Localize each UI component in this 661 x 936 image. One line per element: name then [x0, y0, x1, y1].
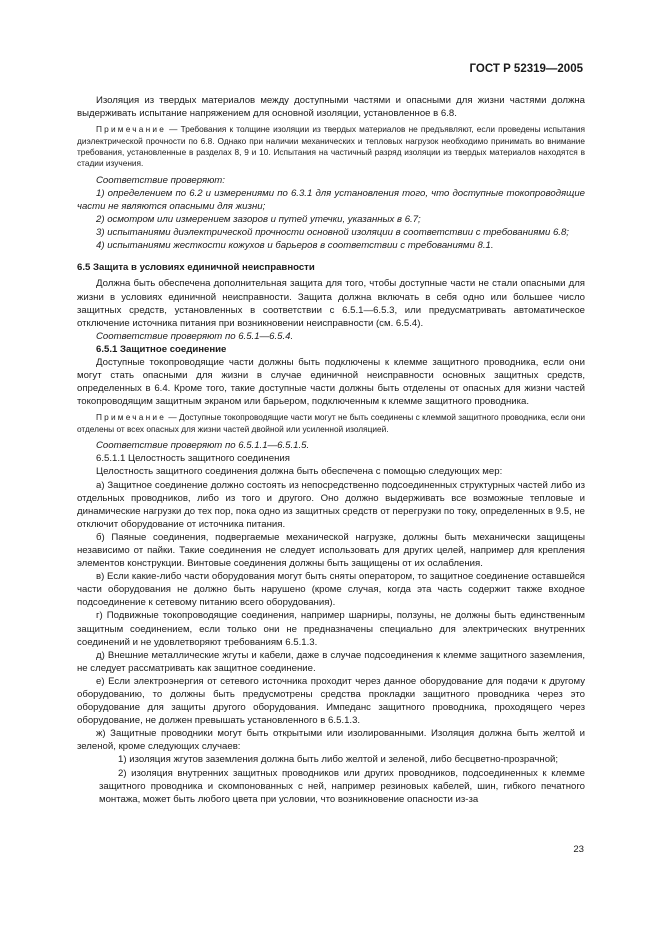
page-number: 23	[573, 844, 584, 855]
check-statement: Соответствие проверяют по 6.5.1—6.5.4.	[96, 330, 294, 342]
check-item: 4) испытаниями жесткости кожухов и барьеров в соответствии с требованиями 8.1.	[96, 240, 494, 252]
list-item: в) Если какие-либо части оборудования могут быть сняты оператором, то защитное соединение оставшейся части оборудования не должно быть нарушено (кроме случая, когда эта часть содержит также входное подсоединение к сетевому питанию всего оборудования).	[77, 571, 585, 609]
list-item: а) Защитное соединение должно состоять из непосредственно подсоединенных структурных частей либо из отдельных проводников, либо из того и другого. Оно должно выдерживать все возможные тепловые и динамические нагрузки до тех пор, пока одно из защитных средств от перегрузки по току, определенных в 9.5, не отключит оборудование от источника питания.	[77, 479, 585, 530]
paragraph: Доступные токопроводящие части должны быть подключены к клемме защитного проводника, если они могут стать опасными для жизни в случае единичной неисправности основных защитных средств, определенных в 6.4. Кроме того, такие доступные части должны быть отделены от опасных для жизни частей токопроводящим защитным экраном или барьером, подключенным к клемме защитного проводника.	[77, 357, 585, 408]
note-text: Требования к толщине изоляции из твердых материалов не предъявляют, если проведены испытания диэлектрической прочности по 6.8. Однако при наличии механических и тепловых нагрузок необходимо принимать во внимание требования, установленные в разделах 8, 9 и 10. Испытания на частичный разряд изоляции из твердых материалов находятся в стадии изучения.	[77, 124, 585, 169]
check-item: 2) осмотром или измерением зазоров и путей утечки, указанных в 6.7;	[96, 214, 421, 226]
note-label: Примечание	[96, 412, 167, 423]
list-item: г) Подвижные токопроводящие соединения, например шарниры, ползуны, не должны быть единственным защитным соединением, если только они не предназначены специально для электрических внутренних соединений и не удовлетворяют требованиям 6.5.1.3.	[77, 610, 585, 648]
sub-list-item	[77, 767, 585, 806]
check-item: 3) испытаниями диэлектрической прочности основной изоляции в соответствии с требованиями 6.8;	[96, 227, 569, 239]
check-intro: Соответствие проверяют:	[96, 174, 225, 186]
sub-list-text: 1) изоляция жгутов заземления должна быть либо желтой и зеленой, либо бесцветно-прозрачной;	[118, 754, 559, 766]
paragraph: Целостность защитного соединения должна быть обеспечена с помощью следующих мер:	[96, 466, 503, 478]
check-item: 1) определением по 6.2 и измерениями по 6.3.1 для установления того, что доступные токопроводящие части не являются опасными для жизни;	[77, 187, 585, 212]
document-header: ГОСТ Р 52319—2005	[469, 63, 583, 75]
sub-list-text: 2) изоляция внутренних защитных проводников или других проводников, подсоединенных к клемме защитного проводника и скомпонованных с ней, например резиновых кабелей, шин, гибкого печатного монтажа, может быть любого цвета при условии, что возникновение опасности из-за	[99, 767, 585, 805]
list-item: е) Если электроэнергия от сетевого источника проходит через данное оборудование для подачи к другому оборудованию, то должны быть предусмотрены средства прокладки защитного проводника через это оборудование для защиты другого оборудования. Импеданс защитного проводника, проходящего через оборудование, не должен превышать установленного в 6.5.1.3.	[77, 675, 585, 727]
note-label: Примечание	[96, 124, 167, 135]
paragraph: Изоляция из твердых материалов между доступными частями и опасными для жизни частями должна выдерживать испытание напряжением для основной изоляции, установленное в 6.8.	[77, 95, 585, 120]
note: Примечание — Доступные токопроводящие части могут не быть соединены с клеммой защитного проводника, если они отделены от всех опасных для жизни частей двойной или усиленной изоляцией.	[77, 412, 585, 434]
list-item: ж) Защитные проводники могут быть открытыми или изолированными. Изоляция должна быть желтой и зеленой, кроме следующих случаев:	[77, 728, 585, 753]
sub-list-item	[77, 753, 585, 766]
note-text: Доступные токопроводящие части могут не быть соединены с клеммой защитного проводника, если они отделены от всех опасных для жизни частей двойной или усиленной изоляцией.	[77, 412, 585, 434]
list-item: б) Паяные соединения, подвергаемые механической нагрузке, должны быть механически защищены независимо от пайки. Такие соединения не следует использовать для других целей, например для крепления элементов конструкции. Винтовые соединения должны быть защищены от их ослабления.	[77, 531, 585, 570]
page-content	[77, 94, 585, 806]
note: Примечание — Требования к толщине изоляции из твердых материалов не предъявляют, если проведены испытания диэлектрической прочности по 6.8. Однако при наличии механических и тепловых нагрузок необходимо принимать во внимание требования, установленные в разделах 8, 9 и 10. Испытания на частичный разряд изоляции из твердых материалов находятся в стадии изучения.	[77, 124, 585, 169]
subsubsection-heading: 6.5.1.1 Целостность защитного соединения	[96, 453, 290, 465]
list-item: д) Внешние металлические жгуты и кабели, даже в случае подсоединения к клемме защитного заземления, не следует рассматривать как защитное соединение.	[77, 649, 585, 674]
subsection-heading: 6.5.1 Защитное соединение	[96, 343, 227, 355]
section-heading: 6.5 Защита в условиях единичной неисправности	[77, 262, 315, 274]
check-statement: Соответствие проверяют по 6.5.1.1—6.5.1.5.	[96, 440, 310, 452]
paragraph: Должна быть обеспечена дополнительная защита для того, чтобы доступные части не стали опасными для жизни в условиях единичной неисправности. Защита должна включать в себя одно или большее число защитных средств, установленных в соответствии с 6.5.1—6.5.3, или предусматривать автоматическое отключение источника питания при возникновении неисправности (см. 6.5.4).	[77, 278, 585, 329]
